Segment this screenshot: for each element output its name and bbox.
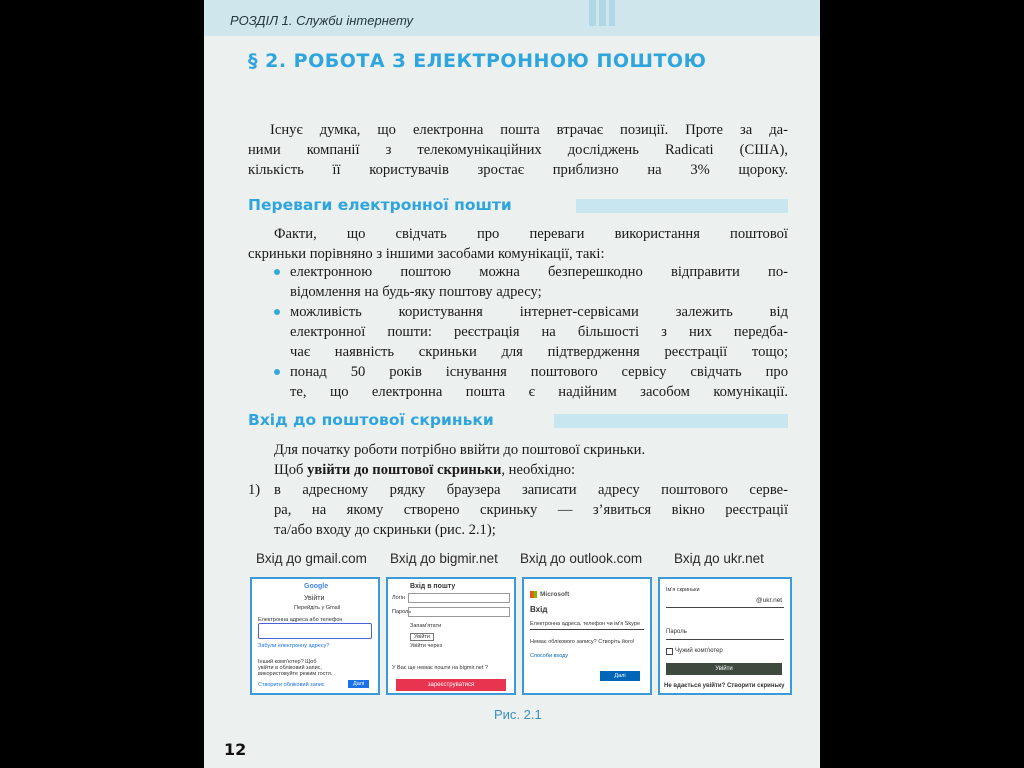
bigmir-password-input xyxy=(408,607,510,617)
google-logo: Google xyxy=(304,583,329,590)
bullet-line: можливість користування інтернет-сервісами залежить від xyxy=(290,304,788,320)
lead-line: скриньки порівняно з іншими засобами комунікації, такі: xyxy=(248,246,605,262)
bold-phrase: увійти до поштової скриньки xyxy=(307,462,502,478)
login-paragraph xyxy=(274,440,788,480)
lead-line: Факти, що свідчать про переваги використання поштової xyxy=(274,226,788,242)
step-text xyxy=(274,480,788,540)
gmail-title: Увійти xyxy=(304,595,325,602)
bigmir-login-label: Логін xyxy=(392,595,405,601)
outlook-field-placeholder: Електронна адреса, телефон чи ім'я Skype xyxy=(530,621,641,627)
bullet-icon xyxy=(274,269,280,275)
caption-outlook: Вхід до outlook.com xyxy=(520,551,643,566)
bullet-line: те, що електронна пошта є надійним засобом комунікації. xyxy=(290,384,788,400)
outlook-login-screenshot xyxy=(522,577,652,695)
section-title: § 2. РОБОТА З ЕЛЕКТРОННОЮ ПОШТОЮ xyxy=(248,50,707,72)
header-decoration xyxy=(589,0,615,26)
ukr-domain: @ukr.net xyxy=(756,597,783,604)
text-fragment: , необхідно: xyxy=(501,462,576,478)
step-line: в адресному рядку браузера записати адресу поштового серве- xyxy=(274,482,788,498)
bullet-line: відомлення на будь-яку поштову адресу; xyxy=(290,284,542,300)
gmail-create-link: Створити обліковий запис xyxy=(258,682,325,688)
ukr-password-underline xyxy=(666,639,784,640)
outlook-noaccount: Немає облікового запису? Створіть його! xyxy=(530,639,635,645)
bullet-item xyxy=(290,362,788,402)
text-fragment: Щоб xyxy=(274,462,308,478)
ukr-mailbox-label: Ім'я скриньки xyxy=(666,587,700,593)
intro-paragraph xyxy=(248,120,788,180)
microsoft-logo-icon xyxy=(530,591,537,598)
caption-gmail: Вхід до gmail.com xyxy=(256,551,367,566)
section-heading-bar xyxy=(554,414,788,428)
step-line: ра, на якому створено скриньку — з’явиться вікно реєстрації xyxy=(274,502,788,518)
bullet-line: електронною поштою можна безперешкодно відправити по- xyxy=(290,264,788,280)
bullet-line: електронної пошти: реєстрація на більшості з них передба- xyxy=(290,324,788,340)
gmail-field-label: Електронна адреса або телефон xyxy=(258,617,343,623)
advantages-lead xyxy=(248,224,788,264)
intro-line: кількість її користувачів зростає приблизно на 3% щороку. xyxy=(248,162,788,178)
ukr-alien-computer: Чужий комп'ютер xyxy=(675,648,723,654)
outlook-field-underline xyxy=(530,629,644,630)
gmail-email-input xyxy=(258,623,372,639)
step-line: та/або входу до скриньки (рис. 2.1); xyxy=(274,522,496,538)
bigmir-title: Вхід в пошту xyxy=(410,583,456,590)
section-heading-advantages: Переваги електронної пошти xyxy=(248,196,512,214)
bullet-item xyxy=(290,302,788,362)
gmail-next-button: Далі xyxy=(348,680,369,688)
bigmir-remember: Запам'ятати xyxy=(410,623,442,629)
bullet-line: чає наявність скриньки для підтвердження реєстрації тощо; xyxy=(290,344,788,360)
chapter-header: РОЗДІЛ 1. Служби інтернету xyxy=(230,13,414,28)
login-line-instructions xyxy=(274,460,788,480)
intro-line: ними компанії з телекомунікаційних досліджень Radicati (США), xyxy=(248,142,788,158)
bullet-line: понад 50 років існування поштового сервісу свідчать про xyxy=(290,364,788,380)
gmail-login-screenshot xyxy=(250,577,380,695)
section-heading-login: Вхід до поштової скриньки xyxy=(248,411,494,429)
caption-bigmir: Вхід до bigmir.net xyxy=(390,551,498,566)
bigmir-login-screenshot xyxy=(386,577,516,695)
outlook-brand: Microsoft xyxy=(540,591,570,598)
ukr-login-screenshot xyxy=(658,577,792,695)
ukr-password-label: Пароль xyxy=(666,629,687,635)
bigmir-password-label: Пароль xyxy=(392,609,412,615)
gmail-sub: Перейдіть у Gmail xyxy=(294,605,341,611)
bigmir-login-button: Увійти xyxy=(410,633,434,641)
bigmir-login-input xyxy=(408,593,510,603)
section-heading-bar xyxy=(576,199,788,213)
bigmir-via: Увійти через xyxy=(410,643,442,649)
intro-line: Існує думка, що електронна пошта втрачає позиції. Проте за да- xyxy=(270,122,788,138)
outlook-title: Вхід xyxy=(530,605,548,614)
bigmir-register-button: зареєструватися xyxy=(396,679,506,691)
ukr-checkbox-icon xyxy=(666,648,673,655)
page-number: 12 xyxy=(224,740,247,759)
bullet-icon xyxy=(274,309,280,315)
ukr-login-button: Увійти xyxy=(666,663,782,675)
figure-caption: Рис. 2.1 xyxy=(494,707,542,722)
login-line: Для початку роботи потрібно ввійти до поштової скриньки. xyxy=(274,442,646,458)
gmail-note: Інший комп'ютер? Щоб увійти в обліковий запис, використовуйте режим гостя. xyxy=(258,659,333,677)
ukr-footer: Не вдається увійти? Створити скриньку xyxy=(664,683,785,689)
step-number: 1) xyxy=(248,482,261,498)
outlook-next-button: Далі xyxy=(600,671,640,681)
textbook-page xyxy=(204,0,820,768)
gmail-forgot-link: Забули електронну адресу? xyxy=(258,643,330,649)
ukr-mailbox-underline xyxy=(666,607,784,608)
bigmir-question: У Вас ще немає пошти на bigmir.net ? xyxy=(392,665,488,671)
bullet-icon xyxy=(274,369,280,375)
outlook-options-link: Способи входу xyxy=(530,653,569,659)
caption-ukr: Вхід до ukr.net xyxy=(674,551,764,566)
bullet-item xyxy=(290,262,788,302)
